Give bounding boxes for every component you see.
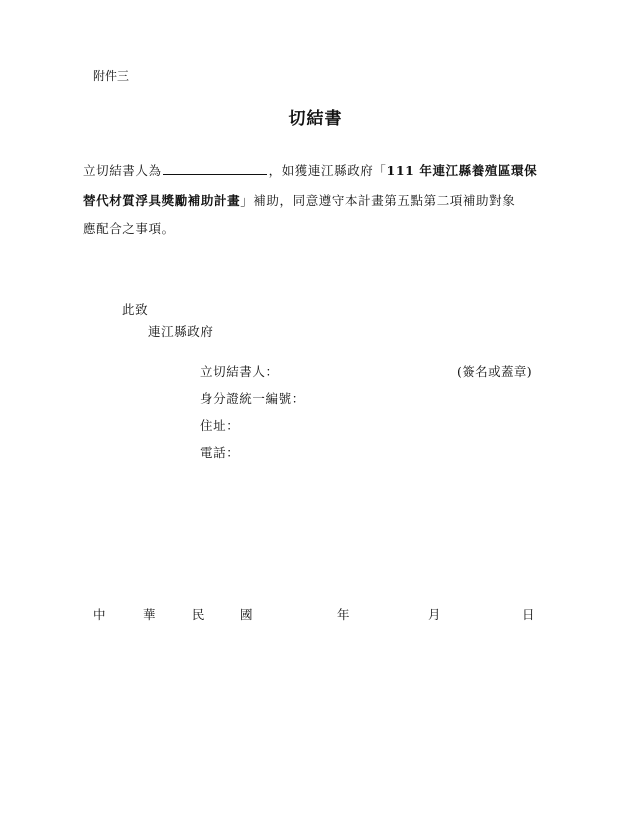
- program-name-part-1: 111 年連江縣養殖區環保: [386, 163, 538, 178]
- date-char-min: 民: [192, 607, 205, 622]
- signer-label: 立切結書人：: [200, 364, 279, 379]
- id-number-label: 身分證統一編號：: [200, 391, 305, 406]
- date-char-hua: 華: [143, 607, 156, 622]
- program-name-part-2: 替代材質浮具獎勵補助計畫: [83, 193, 241, 208]
- paragraph-text: ，如獲連江縣政府「: [268, 163, 387, 178]
- date-char-zhong: 中: [93, 607, 106, 622]
- date-day-label: 日: [522, 607, 535, 622]
- paragraph-line-3: 應配合之事項。: [83, 221, 175, 236]
- attachment-label: 附件三: [93, 69, 130, 83]
- date-year-label: 年: [337, 607, 350, 622]
- paragraph-text: 」補助，同意遵守本計畫第五點第二項補助對象: [240, 193, 516, 208]
- paragraph-text: 立切結書人為: [83, 163, 162, 178]
- address-label: 住址：: [200, 418, 240, 433]
- paragraph-line-2: [83, 191, 515, 209]
- signature-note: (簽名或蓋章): [457, 364, 533, 379]
- document-title: 切結書: [288, 109, 343, 129]
- recipient: 連江縣政府: [148, 324, 214, 339]
- phone-label: 電話：: [200, 445, 240, 460]
- paragraph-line-1: [83, 161, 537, 179]
- date-char-guo: 國: [240, 607, 253, 622]
- date-month-label: 月: [428, 607, 441, 622]
- greeting: 此致: [122, 302, 149, 317]
- signer-name-blank: [163, 162, 267, 175]
